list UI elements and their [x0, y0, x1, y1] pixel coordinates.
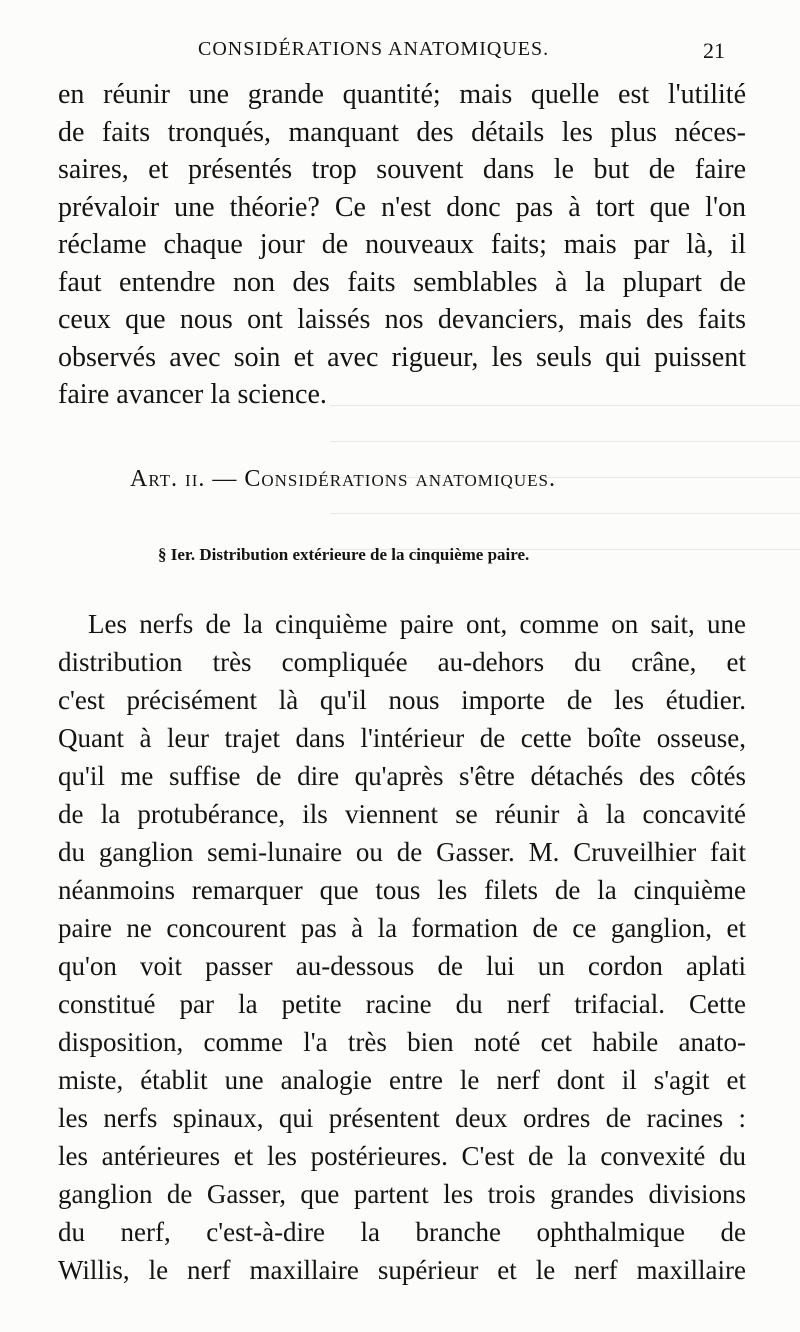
text-line: du ganglion semi-lunaire ou de Gasser. M. Cruveilhier fait — [58, 837, 746, 867]
text-line: néanmoins remarquer que tous les filets de la cinquième — [58, 875, 746, 905]
text-line: saires, et présentés trop souvent dans le but de faire — [58, 154, 746, 185]
section-heading: § Ier. Distribution extérieure de la cinquième paire. — [158, 545, 530, 564]
article-heading: Art. ii. — Considérations anatomiques. — [130, 466, 556, 492]
running-head — [0, 38, 800, 68]
text-line: observés avec soin et avec rigueur, les seuls qui puissent — [58, 341, 746, 373]
text-line: les nerfs spinaux, qui présentent deux ordres de racines : — [58, 1103, 746, 1133]
text-line: ceux que nous ont laissés nos devanciers, mais des faits — [58, 304, 746, 335]
text-line: faire avancer la science. — [58, 379, 327, 410]
text-line: paire ne concourent pas à la formation de ce ganglion, et — [58, 913, 746, 943]
running-title: CONSIDÉRATIONS ANATOMIQUES. — [198, 38, 550, 60]
text-line: disposition, comme l'a très bien noté cet habile anato- — [58, 1027, 746, 1057]
paragraph-1 — [58, 76, 746, 414]
paragraph-2 — [58, 605, 746, 1289]
page-number: 21 — [703, 38, 725, 63]
text-line: miste, établit une analogie entre le nerf dont il s'agit et — [58, 1065, 746, 1095]
text-line: réclame chaque jour de nouveaux faits; mais par là, il — [58, 229, 746, 260]
text-line: Willis, le nerf maxillaire supérieur et le nerf maxillaire — [58, 1255, 746, 1285]
text-line: faut entendre non des faits semblables à la plupart de — [58, 266, 746, 298]
text-line: constitué par la petite racine du nerf trifacial. Cette — [58, 989, 746, 1019]
text-line: qu'il me suffise de dire qu'après s'être détachés des côtés — [58, 761, 746, 791]
text-line: c'est précisément là qu'il nous importe de les étudier. — [58, 685, 746, 715]
text-line: prévaloir une théorie? Ce n'est donc pas à tort que l'on — [58, 191, 746, 223]
text-line: de la protubérance, ils viennent se réunir à la concavité — [58, 799, 746, 829]
text-line: Quant à leur trajet dans l'intérieur de cette boîte osseuse, — [58, 723, 746, 753]
text-line: ganglion de Gasser, que partent les trois grandes divisions — [58, 1179, 746, 1209]
text-line: Les nerfs de la cinquième paire ont, comme on sait, une — [88, 609, 746, 639]
text-line: distribution très compliquée au-dehors du crâne, et — [58, 647, 746, 677]
text-line: de faits tronqués, manquant des détails les plus néces- — [58, 116, 746, 148]
text-line: qu'on voit passer au-dessous de lui un cordon aplati — [58, 951, 746, 981]
text-line: en réunir une grande quantité; mais quelle est l'utilité — [58, 79, 746, 110]
text-line: du nerf, c'est-à-dire la branche ophthalmique de — [58, 1217, 746, 1247]
text-line: les antérieures et les postérieures. C'est de la convexité du — [58, 1141, 746, 1171]
